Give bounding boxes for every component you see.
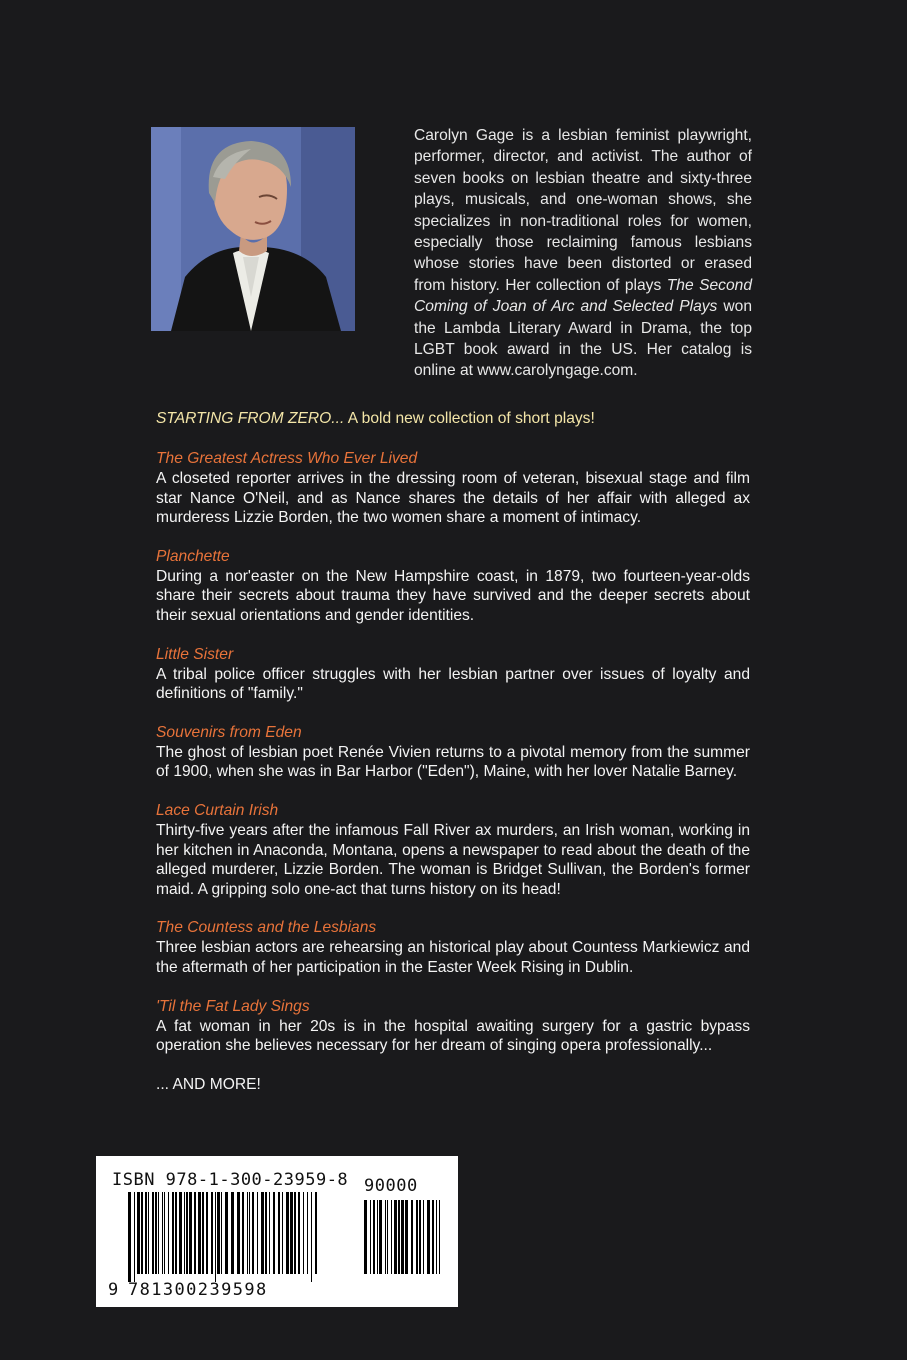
play-item [156, 547, 750, 626]
barcode-bar [269, 1192, 270, 1274]
play-title: Souvenirs from Eden [156, 723, 302, 741]
barcode-bar [168, 1192, 169, 1274]
barcode-bar [221, 1192, 222, 1274]
tagline-rest: A bold new collection of short plays! [344, 410, 595, 427]
isbn-label: ISBN 978-1-300-23959-8 [112, 1170, 349, 1190]
barcode-bar [202, 1192, 204, 1274]
barcode-bar [423, 1200, 424, 1274]
barcode-bar [282, 1192, 283, 1274]
barcode-bar [231, 1192, 234, 1274]
barcode-bar [186, 1192, 188, 1274]
barcode-bar [416, 1200, 418, 1274]
play-title: 'Til the Fat Lady Sings [156, 997, 310, 1015]
author-bio [414, 125, 752, 382]
barcode-bar [242, 1192, 244, 1274]
barcode-bar [237, 1192, 240, 1274]
play-item [156, 997, 750, 1056]
barcode-bar [278, 1192, 280, 1274]
play-title: The Greatest Actress Who Ever Lived [156, 450, 418, 467]
play-item [156, 918, 750, 977]
barcode-bar [370, 1200, 371, 1274]
barcode-bar [405, 1200, 408, 1274]
barcode-bar [179, 1192, 182, 1274]
bio-collection-title: The Second Coming of Joan of Arc and Selected Plays [414, 276, 752, 316]
barcode-bar [261, 1192, 264, 1274]
barcode-bar [419, 1200, 421, 1274]
play-item [156, 645, 750, 704]
barcode-bar [385, 1200, 386, 1274]
barcode-bar [290, 1192, 293, 1274]
price-code: 90000 [364, 1176, 418, 1196]
barcode-bar [265, 1192, 267, 1274]
play-item [156, 723, 750, 782]
author-photo [151, 127, 355, 331]
play-title: Little Sister [156, 645, 234, 663]
author-portrait-icon [151, 127, 355, 331]
barcode-bar [307, 1192, 308, 1274]
barcode-bar [215, 1192, 216, 1282]
barcode-bar [247, 1192, 248, 1274]
play-description: A closeted reporter arrives in the dressing room of veteran, bisexual stage and film star Nance O'Neil, and as Nance shares the details of her affair with alleged ax murderess Lizzie Borden, the two women share a moment of intimacy. [156, 470, 750, 527]
barcode-bar [439, 1200, 440, 1274]
barcode-bar [134, 1192, 135, 1282]
play-item [156, 801, 750, 899]
barcode-bar [315, 1192, 317, 1274]
barcode-bar [377, 1200, 378, 1274]
play-description: Thirty-five years after the infamous Fall River ax murders, an Irish woman, working in her kitchen in Anaconda, Montana, opens a newspaper to read about the death of the alleged murderer, Lizzie Borden. The woman is Bridget Sullivan, the Borden's former maid. A gripping solo one-act that turns history on its head! [156, 821, 750, 898]
ean-remaining-digits: 781300239598 [128, 1280, 268, 1300]
play-description: The ghost of lesbian poet Renée Vivien returns to a pivotal memory from the summer of 1900, when she was in Bar Harbor ("Eden"), Maine, with her lover Natalie Barney. [156, 743, 750, 781]
barcode-bar [155, 1192, 157, 1274]
barcode-bar [217, 1192, 220, 1274]
barcode-bar [198, 1192, 201, 1274]
play-title: Lace Curtain Irish [156, 801, 279, 819]
barcode-bar [398, 1200, 400, 1274]
tagline-lead: STARTING FROM ZERO... [156, 410, 345, 427]
ean13-barcode-icon [128, 1192, 320, 1282]
barcode-bar [364, 1200, 367, 1274]
barcode-bar [148, 1192, 149, 1274]
barcode-bar [411, 1200, 413, 1274]
barcode-bar [273, 1192, 275, 1274]
bio-text-part2: won the Lambda Literary Award in Drama, the top LGBT book award in the US. Her catalog is online at www.carolyngage.com. [414, 298, 752, 380]
barcode-bar [427, 1200, 430, 1274]
price-addon-barcode-icon [364, 1200, 444, 1282]
play-description: A fat woman in her 20s is in the hospital awaiting surgery for a gastric bypass operation she believes necessary for her dream of singing opera professionally... [156, 1017, 750, 1055]
barcode-bar [432, 1200, 434, 1274]
barcode-bar [164, 1192, 165, 1274]
barcode-bar [172, 1192, 174, 1274]
ean-digits [108, 1280, 268, 1300]
play-item [156, 449, 750, 528]
and-more-text: ... AND MORE! [156, 1075, 261, 1093]
barcode-bar [211, 1192, 213, 1274]
barcode-bar [145, 1192, 147, 1274]
barcode-bar [206, 1192, 208, 1274]
ean-first-digit: 9 [108, 1280, 120, 1300]
bio-text-part1: Carolyn Gage is a lesbian feminist playwright, performer, director, and activist. The author of seven books on lesbian theatre and sixty-three plays, musicals, and one-woman shows, she specializes in non-traditional roles for women, especially those reclaiming famous lesbians whose stories have been distorted or erased from history. Her collection of plays [414, 127, 752, 294]
barcode-bar [175, 1192, 177, 1274]
barcode-bar [137, 1192, 140, 1274]
barcode-bar [257, 1192, 258, 1274]
barcode-bar [162, 1192, 163, 1274]
barcode-bar [225, 1192, 228, 1274]
barcode-bar [401, 1200, 404, 1274]
barcode-bar [311, 1192, 312, 1282]
barcode-bar [394, 1200, 397, 1274]
barcode-bar [294, 1192, 296, 1274]
barcode-bar [128, 1192, 131, 1282]
barcode-bar [303, 1192, 304, 1274]
barcode-bar [373, 1200, 375, 1274]
play-list [156, 449, 750, 1095]
barcode-bar [286, 1192, 289, 1274]
isbn-barcode-block [96, 1156, 458, 1307]
barcode-bar [189, 1192, 192, 1274]
barcode-bar [387, 1200, 388, 1274]
play-description: During a nor'easter on the New Hampshire coast, in 1879, two fourteen-year-olds share their secrets about trauma they have survived and the deeper secrets about their sexual orientations and gender identities. [156, 567, 750, 624]
barcode-bar [391, 1200, 392, 1274]
play-description: A tribal police officer struggles with her lesbian partner over issues of loyalty and definitions of "family." [156, 665, 750, 703]
barcode-bar [252, 1192, 254, 1274]
play-title: Planchette [156, 547, 230, 565]
barcode-bar [249, 1192, 250, 1274]
collection-tagline [156, 409, 756, 429]
barcode-bar [298, 1192, 300, 1274]
play-description: Three lesbian actors are rehearsing an historical play about Countess Markiewicz and the aftermath of her participation in the Easter Week Rising in Dublin. [156, 939, 750, 976]
barcode-bar [379, 1200, 382, 1274]
barcode-bar [194, 1192, 196, 1274]
barcode-bar [184, 1192, 185, 1274]
barcode-bar [152, 1192, 154, 1274]
play-title: The Countess and the Lesbians [156, 919, 377, 937]
barcode-bar [141, 1192, 143, 1274]
barcode-bar [158, 1192, 159, 1274]
barcode-bar [436, 1200, 437, 1274]
